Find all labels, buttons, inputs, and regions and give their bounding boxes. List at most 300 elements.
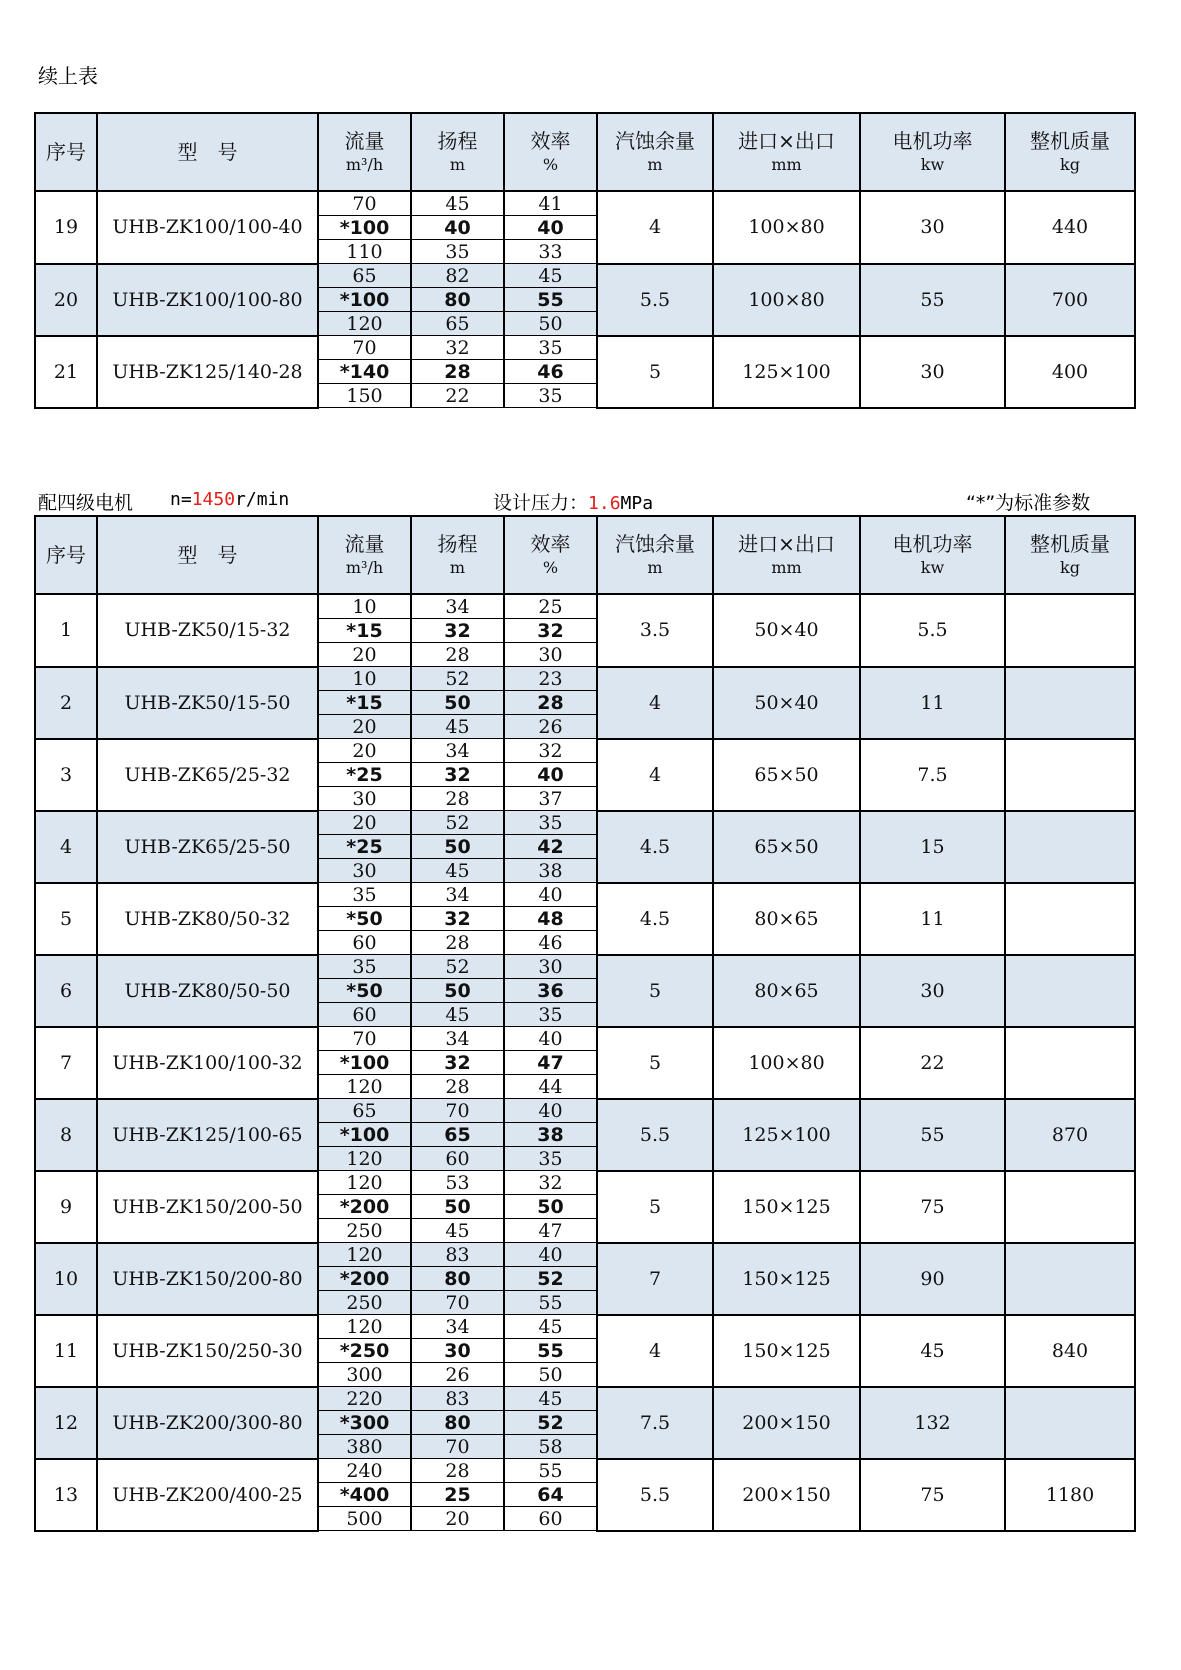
header-flow-unit: m³/h: [345, 155, 384, 174]
eff-cell: 26: [504, 715, 597, 739]
eff-cell: 58: [504, 1435, 597, 1459]
design-pressure: 设计压力：1.6MPa: [493, 492, 654, 514]
weight-cell: [1005, 1171, 1135, 1243]
eff-cell: 40: [504, 1099, 597, 1123]
head-cell: 34: [411, 1027, 504, 1051]
table-row: [35, 739, 1135, 763]
row-number: 6: [35, 955, 97, 1027]
header-head: [411, 516, 504, 594]
header-npsh-label: 汽蚀余量: [615, 129, 695, 153]
eff-cell: 47: [504, 1051, 597, 1075]
row-number: 11: [35, 1315, 97, 1387]
eff-cell: 50: [504, 1363, 597, 1387]
head-cell: 34: [411, 739, 504, 763]
header-head: [411, 113, 504, 191]
head-cell: 83: [411, 1387, 504, 1411]
eff-cell: 41: [504, 191, 597, 216]
head-cell: 65: [411, 1123, 504, 1147]
table-row: [35, 811, 1135, 835]
flow-cell: *100: [318, 1051, 411, 1075]
header-head-unit: m: [449, 155, 466, 174]
flow-cell: 120: [318, 1171, 411, 1195]
head-cell: 32: [411, 907, 504, 931]
head-cell: 28: [411, 931, 504, 955]
eff-cell: 45: [504, 1387, 597, 1411]
table-row: [35, 1459, 1135, 1483]
head-cell: 40: [411, 216, 504, 240]
eff-cell: 55: [504, 1291, 597, 1315]
size-cell: 200×150: [713, 1459, 860, 1531]
flow-cell: 60: [318, 1003, 411, 1027]
model-cell: UHB-ZK100/100-80: [97, 264, 318, 336]
table-row: [35, 883, 1135, 907]
head-cell: 45: [411, 191, 504, 216]
model-cell: UHB-ZK80/50-32: [97, 883, 318, 955]
flow-cell: *300: [318, 1411, 411, 1435]
size-cell: 100×80: [713, 191, 860, 264]
head-cell: 20: [411, 1507, 504, 1531]
flow-cell: 250: [318, 1219, 411, 1243]
flow-cell: 220: [318, 1387, 411, 1411]
header-power-unit: kw: [920, 558, 945, 577]
eff-cell: 60: [504, 1507, 597, 1531]
flow-cell: *100: [318, 216, 411, 240]
model-cell: UHB-ZK65/25-50: [97, 811, 318, 883]
flow-cell: 70: [318, 336, 411, 360]
npsh-cell: 5: [597, 1171, 713, 1243]
header-model-label: 型 号: [177, 140, 238, 164]
head-cell: 28: [411, 787, 504, 811]
eff-cell: 25: [504, 594, 597, 619]
eff-cell: 32: [504, 619, 597, 643]
power-cell: 45: [860, 1315, 1005, 1387]
head-cell: 52: [411, 811, 504, 835]
power-cell: 22: [860, 1027, 1005, 1099]
eff-cell: 30: [504, 643, 597, 667]
eff-cell: 55: [504, 288, 597, 312]
head-cell: 34: [411, 883, 504, 907]
eff-cell: 46: [504, 931, 597, 955]
header-npsh-unit: m: [647, 558, 663, 577]
eff-cell: 28: [504, 691, 597, 715]
header-model-label: 型 号: [177, 543, 238, 567]
size-cell: 150×125: [713, 1315, 860, 1387]
flow-cell: 120: [318, 312, 411, 336]
flow-cell: *250: [318, 1339, 411, 1363]
header-weight: [1005, 516, 1135, 594]
flow-cell: 65: [318, 264, 411, 288]
power-cell: 132: [860, 1387, 1005, 1459]
header-no-label: 序号: [46, 140, 86, 164]
row-number: 8: [35, 1099, 97, 1171]
header-flow-label: 流量: [344, 129, 385, 153]
header-flow-label: 流量: [344, 532, 385, 556]
model-cell: UHB-ZK125/140-28: [97, 336, 318, 408]
flow-cell: 240: [318, 1459, 411, 1483]
row-number: 3: [35, 739, 97, 811]
head-cell: 22: [411, 384, 504, 408]
header-size: [713, 516, 860, 594]
row-number: 1: [35, 594, 97, 667]
npsh-cell: 5.5: [597, 1459, 713, 1531]
row-number: 2: [35, 667, 97, 739]
npsh-cell: 3.5: [597, 594, 713, 667]
npsh-cell: 4.5: [597, 883, 713, 955]
head-cell: 28: [411, 1075, 504, 1099]
power-cell: 30: [860, 191, 1005, 264]
weight-cell: [1005, 1243, 1135, 1315]
weight-cell: [1005, 739, 1135, 811]
row-number: 10: [35, 1243, 97, 1315]
head-cell: 80: [411, 288, 504, 312]
header-weight-label: 整机质量: [1030, 129, 1110, 153]
head-cell: 50: [411, 691, 504, 715]
table-row: [35, 667, 1135, 691]
head-cell: 50: [411, 1195, 504, 1219]
flow-cell: 20: [318, 811, 411, 835]
head-cell: 30: [411, 1339, 504, 1363]
head-cell: 25: [411, 1483, 504, 1507]
weight-cell: 870: [1005, 1099, 1135, 1171]
model-cell: UHB-ZK100/100-40: [97, 191, 318, 264]
header-eff-label: 效率: [530, 532, 571, 556]
eff-cell: 55: [504, 1459, 597, 1483]
header-power-label: 电机功率: [892, 532, 973, 556]
motor-label: 配四级电机: [38, 492, 134, 514]
power-cell: 90: [860, 1243, 1005, 1315]
size-cell: 150×125: [713, 1171, 860, 1243]
eff-cell: 35: [504, 384, 597, 408]
flow-cell: 30: [318, 859, 411, 883]
header-flow: [318, 113, 411, 191]
eff-cell: 30: [504, 955, 597, 979]
head-cell: 32: [411, 763, 504, 787]
table-row: [35, 594, 1135, 619]
header-eff: [504, 516, 597, 594]
flow-cell: 70: [318, 191, 411, 216]
header-model: [97, 113, 318, 191]
head-cell: 45: [411, 1003, 504, 1027]
flow-cell: 70: [318, 1027, 411, 1051]
power-cell: 30: [860, 336, 1005, 408]
head-cell: 45: [411, 1219, 504, 1243]
eff-cell: 50: [504, 1195, 597, 1219]
flow-cell: 120: [318, 1147, 411, 1171]
model-cell: UHB-ZK65/25-32: [97, 739, 318, 811]
model-cell: UHB-ZK125/100-65: [97, 1099, 318, 1171]
header-flow: [318, 516, 411, 594]
header-size-unit: mm: [771, 558, 802, 577]
flow-cell: *50: [318, 907, 411, 931]
eff-cell: 55: [504, 1339, 597, 1363]
header-head-label: 扬程: [437, 532, 478, 556]
header-eff: [504, 113, 597, 191]
head-cell: 53: [411, 1171, 504, 1195]
weight-cell: 1180: [1005, 1459, 1135, 1531]
weight-cell: 840: [1005, 1315, 1135, 1387]
header-eff-unit: %: [542, 155, 559, 174]
flow-cell: *15: [318, 691, 411, 715]
head-cell: 32: [411, 619, 504, 643]
row-number: 13: [35, 1459, 97, 1531]
weight-cell: [1005, 594, 1135, 667]
weight-cell: [1005, 1387, 1135, 1459]
weight-cell: [1005, 883, 1135, 955]
model-cell: UHB-ZK200/400-25: [97, 1459, 318, 1531]
eff-cell: 40: [504, 1243, 597, 1267]
flow-cell: *200: [318, 1267, 411, 1291]
head-cell: 45: [411, 715, 504, 739]
pump-spec-table-continued: [34, 112, 1136, 409]
eff-cell: 45: [504, 264, 597, 288]
eff-cell: 50: [504, 312, 597, 336]
eff-cell: 42: [504, 835, 597, 859]
model-cell: UHB-ZK200/300-80: [97, 1387, 318, 1459]
flow-cell: *140: [318, 360, 411, 384]
flow-cell: 120: [318, 1075, 411, 1099]
header-weight-label: 整机质量: [1030, 532, 1110, 556]
header-no: [35, 516, 97, 594]
eff-cell: 32: [504, 739, 597, 763]
header-flow-unit: m³/h: [345, 558, 384, 577]
head-cell: 65: [411, 312, 504, 336]
eff-cell: 33: [504, 240, 597, 264]
weight-cell: 440: [1005, 191, 1135, 264]
model-cell: UHB-ZK150/200-80: [97, 1243, 318, 1315]
power-cell: 11: [860, 883, 1005, 955]
flow-cell: 10: [318, 594, 411, 619]
npsh-cell: 4: [597, 191, 713, 264]
header-power-label: 电机功率: [892, 129, 973, 153]
eff-cell: 35: [504, 1147, 597, 1171]
weight-cell: [1005, 667, 1135, 739]
pump-spec-table-four-pole: [34, 515, 1136, 1532]
header-size-label: 进口×出口: [738, 532, 835, 556]
eff-cell: 35: [504, 336, 597, 360]
head-cell: 70: [411, 1099, 504, 1123]
power-cell: 75: [860, 1459, 1005, 1531]
eff-cell: 38: [504, 859, 597, 883]
power-cell: 55: [860, 264, 1005, 336]
head-cell: 52: [411, 955, 504, 979]
npsh-cell: 5.5: [597, 1099, 713, 1171]
head-cell: 32: [411, 336, 504, 360]
flow-cell: *100: [318, 288, 411, 312]
flow-cell: 20: [318, 739, 411, 763]
model-cell: UHB-ZK50/15-50: [97, 667, 318, 739]
npsh-cell: 4.5: [597, 811, 713, 883]
flow-cell: 60: [318, 931, 411, 955]
eff-cell: 44: [504, 1075, 597, 1099]
continued-table-caption: 续上表: [38, 64, 98, 88]
header-model: [97, 516, 318, 594]
model-cell: UHB-ZK100/100-32: [97, 1027, 318, 1099]
table-row: [35, 1243, 1135, 1267]
table-row: [35, 1099, 1135, 1123]
row-number: 7: [35, 1027, 97, 1099]
spec-info-line: [38, 488, 1118, 512]
eff-cell: 35: [504, 811, 597, 835]
flow-cell: 380: [318, 1435, 411, 1459]
flow-cell: 120: [318, 1243, 411, 1267]
flow-cell: 300: [318, 1363, 411, 1387]
head-cell: 34: [411, 594, 504, 619]
eff-cell: 52: [504, 1267, 597, 1291]
head-cell: 35: [411, 240, 504, 264]
head-cell: 70: [411, 1435, 504, 1459]
header-no-label: 序号: [46, 543, 86, 567]
flow-cell: *25: [318, 835, 411, 859]
row-number: 9: [35, 1171, 97, 1243]
flow-cell: 35: [318, 883, 411, 907]
flow-cell: 120: [318, 1315, 411, 1339]
standard-param-note: “*”为标准参数: [966, 492, 1091, 514]
header-row: [35, 113, 1135, 191]
header-power-unit: kw: [920, 155, 945, 174]
weight-cell: [1005, 811, 1135, 883]
model-cell: UHB-ZK80/50-50: [97, 955, 318, 1027]
header-npsh: [597, 516, 713, 594]
header-power: [860, 113, 1005, 191]
header-row: [35, 516, 1135, 594]
flow-cell: 250: [318, 1291, 411, 1315]
header-no: [35, 113, 97, 191]
head-cell: 32: [411, 1051, 504, 1075]
flow-cell: 65: [318, 1099, 411, 1123]
npsh-cell: 4: [597, 739, 713, 811]
speed-info: n=1450r/min: [170, 489, 290, 510]
header-weight-unit: kg: [1060, 155, 1080, 174]
flow-cell: *400: [318, 1483, 411, 1507]
size-cell: 125×100: [713, 1099, 860, 1171]
head-cell: 28: [411, 360, 504, 384]
head-cell: 28: [411, 643, 504, 667]
weight-cell: [1005, 1027, 1135, 1099]
eff-cell: 35: [504, 1003, 597, 1027]
npsh-cell: 4: [597, 1315, 713, 1387]
npsh-cell: 5: [597, 1027, 713, 1099]
npsh-cell: 5.5: [597, 264, 713, 336]
model-cell: UHB-ZK150/200-50: [97, 1171, 318, 1243]
eff-cell: 37: [504, 787, 597, 811]
head-cell: 50: [411, 979, 504, 1003]
flow-cell: 500: [318, 1507, 411, 1531]
row-number: 20: [35, 264, 97, 336]
header-size: [713, 113, 860, 191]
row-number: 5: [35, 883, 97, 955]
power-cell: 15: [860, 811, 1005, 883]
eff-cell: 40: [504, 1027, 597, 1051]
row-number: 19: [35, 191, 97, 264]
header-eff-unit: %: [542, 558, 559, 577]
head-cell: 26: [411, 1363, 504, 1387]
size-cell: 80×65: [713, 883, 860, 955]
header-size-label: 进口×出口: [738, 129, 835, 153]
eff-cell: 45: [504, 1315, 597, 1339]
power-cell: 30: [860, 955, 1005, 1027]
header-head-unit: m: [449, 558, 466, 577]
flow-cell: 110: [318, 240, 411, 264]
head-cell: 83: [411, 1243, 504, 1267]
size-cell: 50×40: [713, 594, 860, 667]
flow-cell: *200: [318, 1195, 411, 1219]
size-cell: 100×80: [713, 264, 860, 336]
row-number: 12: [35, 1387, 97, 1459]
npsh-cell: 4: [597, 667, 713, 739]
power-cell: 5.5: [860, 594, 1005, 667]
table-row: [35, 336, 1135, 360]
flow-cell: *25: [318, 763, 411, 787]
npsh-cell: 5: [597, 336, 713, 408]
eff-cell: 64: [504, 1483, 597, 1507]
power-cell: 55: [860, 1099, 1005, 1171]
eff-cell: 40: [504, 216, 597, 240]
table-row: [35, 955, 1135, 979]
flow-cell: 10: [318, 667, 411, 691]
head-cell: 52: [411, 667, 504, 691]
model-cell: UHB-ZK50/15-32: [97, 594, 318, 667]
table-row: [35, 1315, 1135, 1339]
flow-cell: 20: [318, 715, 411, 739]
header-size-unit: mm: [771, 155, 802, 174]
model-cell: UHB-ZK150/250-30: [97, 1315, 318, 1387]
eff-cell: 23: [504, 667, 597, 691]
size-cell: 150×125: [713, 1243, 860, 1315]
table-row: [35, 264, 1135, 288]
head-cell: 82: [411, 264, 504, 288]
flow-cell: 35: [318, 955, 411, 979]
table-row: [35, 1387, 1135, 1411]
size-cell: 100×80: [713, 1027, 860, 1099]
weight-cell: [1005, 955, 1135, 1027]
flow-cell: 150: [318, 384, 411, 408]
flow-cell: 20: [318, 643, 411, 667]
power-cell: 11: [860, 667, 1005, 739]
head-cell: 28: [411, 1459, 504, 1483]
row-number: 21: [35, 336, 97, 408]
flow-cell: *100: [318, 1123, 411, 1147]
eff-cell: 40: [504, 763, 597, 787]
power-cell: 75: [860, 1171, 1005, 1243]
header-eff-label: 效率: [530, 129, 571, 153]
header-npsh: [597, 113, 713, 191]
header-npsh-unit: m: [647, 155, 663, 174]
table-row: [35, 191, 1135, 216]
head-cell: 45: [411, 859, 504, 883]
header-head-label: 扬程: [437, 129, 478, 153]
eff-cell: 48: [504, 907, 597, 931]
flow-cell: 30: [318, 787, 411, 811]
size-cell: 125×100: [713, 336, 860, 408]
eff-cell: 47: [504, 1219, 597, 1243]
head-cell: 50: [411, 835, 504, 859]
size-cell: 65×50: [713, 811, 860, 883]
eff-cell: 32: [504, 1171, 597, 1195]
eff-cell: 38: [504, 1123, 597, 1147]
head-cell: 80: [411, 1411, 504, 1435]
size-cell: 50×40: [713, 667, 860, 739]
size-cell: 80×65: [713, 955, 860, 1027]
head-cell: 70: [411, 1291, 504, 1315]
header-npsh-label: 汽蚀余量: [615, 532, 695, 556]
head-cell: 60: [411, 1147, 504, 1171]
eff-cell: 40: [504, 883, 597, 907]
weight-cell: 700: [1005, 264, 1135, 336]
power-cell: 7.5: [860, 739, 1005, 811]
npsh-cell: 5: [597, 955, 713, 1027]
eff-cell: 52: [504, 1411, 597, 1435]
header-power: [860, 516, 1005, 594]
